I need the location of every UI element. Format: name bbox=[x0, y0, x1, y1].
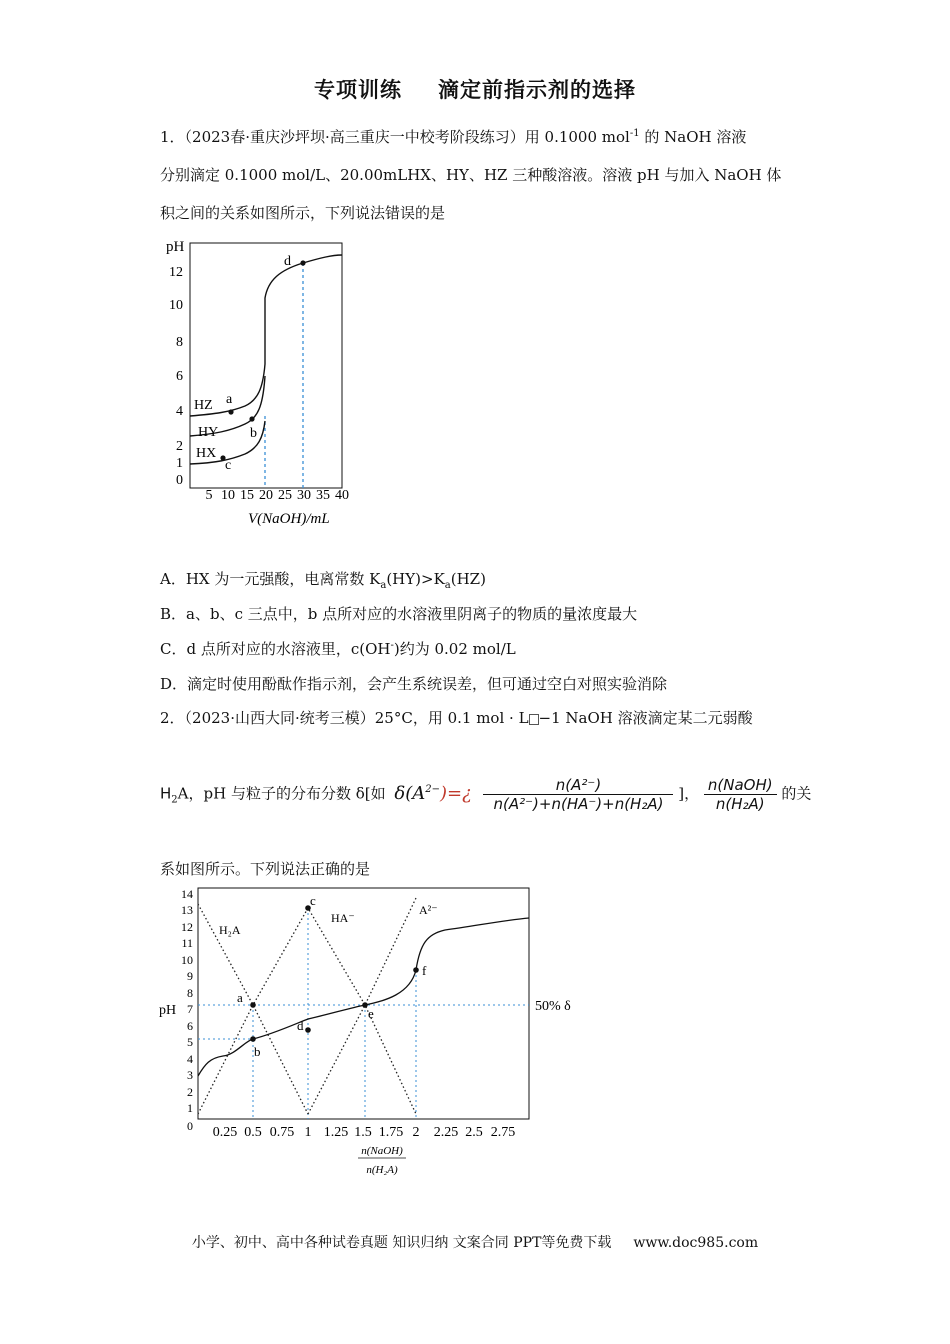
chart2-ytick: 2 bbox=[187, 1085, 193, 1099]
chart2-distribution bbox=[155, 884, 595, 1179]
chart2-xtick: 0.5 bbox=[244, 1125, 262, 1140]
q1-option-b: B．a、b、c 三点中，b 点所对应的水溶液里阴离子的物质的量浓度最大 bbox=[160, 605, 638, 623]
chart2-xtick: 2.25 bbox=[433, 1125, 459, 1140]
chart1-titration bbox=[160, 236, 360, 532]
chart2-point-d bbox=[305, 1027, 311, 1033]
chart2-ytick: 0 bbox=[187, 1119, 193, 1133]
chart2-xtick: 2.5 bbox=[465, 1125, 483, 1140]
q1-option-c: C．d 点所对应的水溶液里，c(OH-)约为 0.02 mol/L bbox=[160, 640, 516, 658]
chart1-label-d: d bbox=[284, 254, 291, 269]
chart2-ytick: 10 bbox=[181, 953, 193, 967]
chart1-label-hy: HY bbox=[198, 425, 219, 440]
chart2-label-a: a bbox=[237, 990, 243, 1005]
chart2-label-f: f bbox=[422, 963, 427, 978]
q1-line2: 分别滴定 0.1000 mol/L、20.00mLHX、HY、HZ 三种酸溶液。溶液 pH 与加入 NaOH 体 bbox=[160, 166, 782, 184]
chart1-label-b: b bbox=[250, 426, 257, 441]
chart2-point-b bbox=[250, 1036, 256, 1042]
footer-text: 小学、初中、高中各种试卷真题 知识归纳 文案合同 PPT等免费下载 bbox=[191, 1235, 612, 1251]
chart1-point-d bbox=[300, 260, 305, 265]
chart2-ytick: 11 bbox=[181, 936, 193, 950]
chart2-point-a bbox=[250, 1002, 256, 1008]
q2-formula-line: $H_2A$，pH 与粒子的分布分数 δ[如 $\delta(A^{2-})=¿$ $\frac{\text{n(A²⁻)}}{\text{n(A²⁻)+n(HA⁻)+n(H₂A)}}$ ]， $\frac{\text{n(NaOH)}}{\text{n(H₂A)}}$ 的关 bbox=[160, 776, 812, 813]
chart2-label-e: e bbox=[368, 1006, 374, 1021]
chart2-label-b: b bbox=[254, 1044, 261, 1059]
title-part2: 滴定前指示剂的选择 bbox=[438, 77, 636, 102]
chart1-xtick: 35 bbox=[316, 488, 330, 503]
chart2-point-f bbox=[413, 967, 419, 973]
footer-url[interactable]: www.doc985.com bbox=[633, 1235, 759, 1251]
chart2-ytick: 4 bbox=[187, 1052, 193, 1066]
chart2-x-ticks bbox=[213, 1125, 516, 1140]
chart2-ytick: 12 bbox=[181, 920, 193, 934]
chart1-y-title: pH bbox=[166, 239, 185, 255]
q2-line3: 系如图所示。下列说法正确的是 bbox=[160, 860, 371, 878]
chart2-curve-ha bbox=[198, 908, 416, 1114]
chart2-xtick: 1.25 bbox=[323, 1125, 349, 1140]
chart2-y-title: pH bbox=[159, 1003, 177, 1018]
ratio-fraction: $\frac{\text{n(NaOH)}}{\text{n(H₂A)}}$ bbox=[704, 776, 777, 813]
q2-line1: 2．（2023·山西大同·统考三模）25°C，用 0.1 mol · L −1 NaOH 溶液滴定某二元弱酸 bbox=[160, 709, 753, 727]
chart1-xtick: 20 bbox=[259, 488, 273, 503]
chart1-ytick: 12 bbox=[169, 265, 183, 280]
chart1-label-a: a bbox=[226, 392, 233, 407]
chart2-ytick: 7 bbox=[187, 1002, 193, 1016]
chart2-xtick: 0.75 bbox=[269, 1125, 295, 1140]
chart1-ytick: 2 bbox=[176, 439, 183, 454]
chart2-label-d: d bbox=[297, 1018, 304, 1033]
chart2-ytick: 3 bbox=[187, 1068, 193, 1082]
chart1-ytick: 4 bbox=[176, 404, 183, 419]
chart2-xtick: 2.75 bbox=[490, 1125, 516, 1140]
page-title bbox=[0, 74, 950, 104]
chart1-label-hz: HZ bbox=[194, 398, 213, 413]
chart2-label-h2a: H₂A bbox=[219, 923, 241, 937]
q1-option-a: A．HX 为一元强酸，电离常数 $K_a(HY)>K_a(HZ)$ bbox=[160, 570, 486, 591]
q1-line1: 1．（2023春·重庆沙坪坝·高三重庆一中校考阶段练习）用 0.1000 mol$^{-1}$ 的 NaOH 溶液 bbox=[160, 128, 747, 146]
chart1-xtick: 15 bbox=[240, 488, 254, 503]
chart1-ytick: 10 bbox=[169, 298, 183, 313]
chart2-ytick: 14 bbox=[181, 887, 193, 901]
chart2-xtick: 2 bbox=[412, 1125, 420, 1140]
chart2-curve-titration bbox=[198, 918, 529, 1076]
delta-lhs: $\delta(A^{2-})=¿$ bbox=[394, 782, 472, 804]
q1-option-d: D．滴定时使用酚酞作指示剂，会产生系统误差，但可通过空白对照实验消除 bbox=[160, 675, 668, 693]
chart2-ytick: 8 bbox=[187, 986, 193, 1000]
chart2-y-ticks bbox=[181, 887, 193, 1133]
chart1-ytick: 6 bbox=[176, 369, 183, 384]
chart1-xtick: 25 bbox=[278, 488, 292, 503]
chart1-ytick: 0 bbox=[176, 473, 183, 488]
chart1-ytick: 1 bbox=[176, 456, 183, 471]
chart2-ytick: 9 bbox=[187, 969, 193, 983]
chart1-label-hx: HX bbox=[196, 446, 217, 461]
chart2-label-a2: A²⁻ bbox=[419, 903, 438, 917]
q1-line3: 积之间的关系如图所示，下列说法错误的是 bbox=[160, 204, 446, 222]
chart1-ytick: 8 bbox=[176, 335, 183, 350]
chart1-xtick: 5 bbox=[205, 488, 213, 503]
chart2-xtick: 0.25 bbox=[212, 1125, 238, 1140]
chart1-x-ticks bbox=[206, 488, 350, 503]
chart2-ytick: 1 bbox=[187, 1101, 193, 1115]
chart2-ytick: 6 bbox=[187, 1019, 193, 1033]
chart2-ytick: 13 bbox=[181, 903, 193, 917]
title-part1: 专项训练 bbox=[314, 77, 402, 102]
chart2-label-ha: HA⁻ bbox=[331, 911, 355, 925]
chart2-label-c: c bbox=[310, 893, 316, 908]
delta-fraction: $\frac{\text{n(A²⁻)}}{\text{n(A²⁻)+n(HA⁻)+n(H₂A)}}$ bbox=[483, 776, 673, 813]
chart2-xtick: 1.5 bbox=[354, 1125, 372, 1140]
chart2-ref-label: 50% δ bbox=[535, 999, 571, 1014]
chart1-point-b bbox=[249, 416, 254, 421]
chart1-label-c: c bbox=[225, 458, 232, 473]
chart2-x-den: n(H₂A) bbox=[366, 1164, 398, 1176]
chart2-xtick: 1 bbox=[304, 1125, 312, 1140]
chart2-curve-h2a bbox=[198, 904, 308, 1114]
missing-glyph-icon bbox=[529, 714, 539, 725]
chart1-y-ticks bbox=[169, 265, 183, 488]
chart2-ytick: 5 bbox=[187, 1035, 193, 1049]
chart2-xtick: 1.75 bbox=[378, 1125, 404, 1140]
chart2-x-num: n(NaOH) bbox=[361, 1145, 403, 1157]
chart1-xtick: 30 bbox=[297, 488, 311, 503]
chart1-xtick: 10 bbox=[221, 488, 235, 503]
chart1-point-a bbox=[228, 409, 233, 414]
footer bbox=[0, 1232, 950, 1252]
chart1-xtick: 40 bbox=[335, 488, 349, 503]
chart1-x-title: V(NaOH)/mL bbox=[248, 511, 330, 527]
chart2-point-e bbox=[362, 1002, 368, 1008]
